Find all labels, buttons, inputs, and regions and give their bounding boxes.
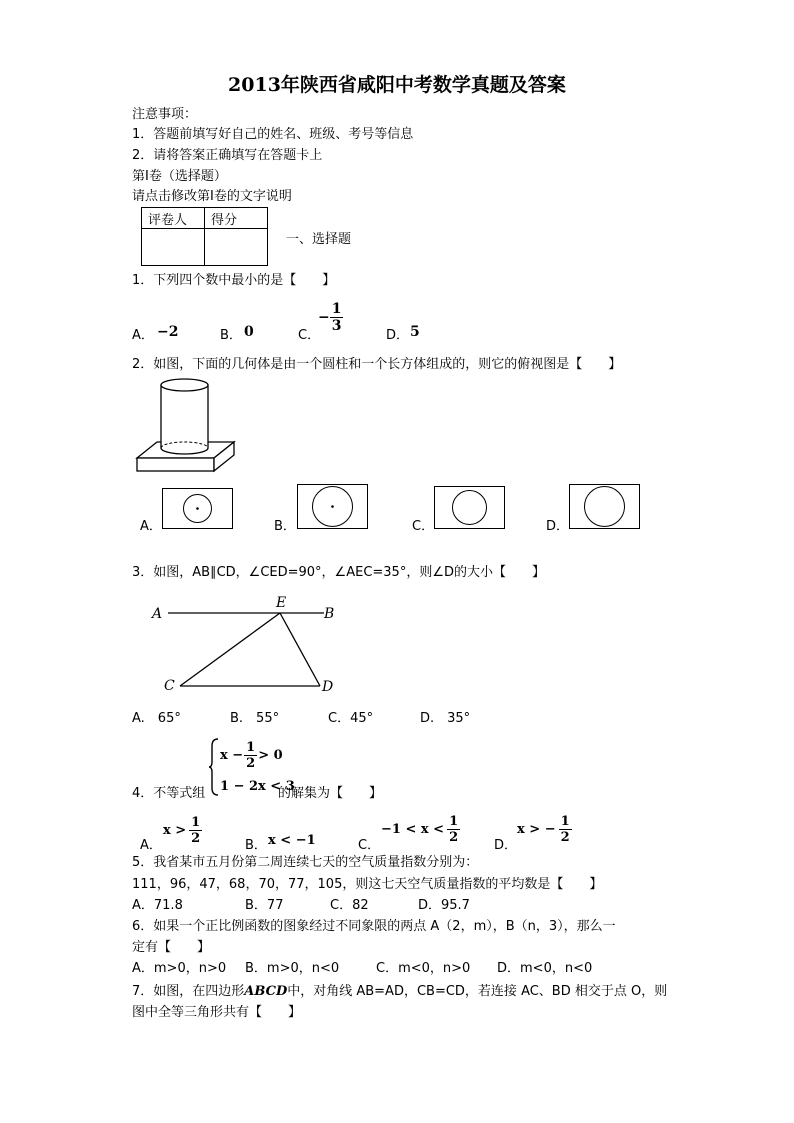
- q7-stem-prefix: 7．如图，在四边形: [132, 984, 245, 999]
- q1-option-c-fraction: [330, 302, 344, 333]
- point-a-label: A: [152, 606, 163, 622]
- q1-option-b-value: 0: [244, 324, 254, 340]
- fraction-numerator: 1: [449, 814, 459, 829]
- q1-option-c-label: C．: [298, 328, 321, 343]
- fraction-numerator: 1: [331, 301, 342, 317]
- q4-option-b-value: x < −1: [268, 833, 316, 848]
- q1-option-c-value: [318, 302, 343, 333]
- point-b-label: B: [324, 606, 335, 622]
- q2-option-d-label: D．: [546, 519, 570, 534]
- q2-stem: 2．如图，下面的几何体是由一个圆柱和一个长方体组成的，则它的俯视图是【 】: [132, 357, 622, 372]
- q4-ineq1-lhs: x −: [220, 748, 244, 763]
- q4-stem-prefix: 4．不等式组: [132, 786, 206, 801]
- q6-option-a: A．m>0，n>0: [132, 961, 227, 976]
- q1-stem: 1．下列四个数中最小的是【 】: [132, 273, 336, 288]
- score-table-cell-grader: [142, 229, 205, 266]
- q3-option-a: A. 65°: [132, 711, 181, 726]
- q6-option-b: B．m>0，n<0: [245, 961, 340, 976]
- q1-option-d-label: D．: [386, 328, 410, 343]
- q1-option-a-label: A．: [132, 328, 154, 343]
- q1-option-b-label: B．: [220, 328, 242, 343]
- q4-option-c-label: C．: [358, 838, 381, 853]
- fraction-denominator: 2: [246, 756, 256, 771]
- notice-line-1: 1．答题前填写好自己的姓名、班级、考号等信息: [132, 127, 414, 142]
- q4-inequality-2: 1 − 2x < 3: [220, 779, 295, 794]
- q2-solid-figure: [134, 376, 240, 474]
- q1-option-c-sign: −: [318, 309, 330, 326]
- q4-stem-suffix: 的解集为【 】: [278, 786, 383, 801]
- q6-option-d: D．m<0，n<0: [497, 961, 593, 976]
- page-title: 2013年陕西省咸阳中考数学真题及答案: [228, 74, 566, 96]
- q2-option-c-figure: [434, 486, 506, 530]
- q5-stem: 5．我省某市五月份第二周连续七天的空气质量指数分别为：: [132, 855, 479, 870]
- notice-heading: 注意事项：: [132, 107, 198, 122]
- box-front-face: [137, 458, 214, 471]
- q5-option-b: B．77: [245, 898, 284, 913]
- q2-option-a-figure: [162, 488, 234, 530]
- q5-option-d: D．95.7: [418, 898, 470, 913]
- q2-option-c-label: C．: [412, 519, 435, 534]
- q4-option-c-value: [381, 815, 460, 844]
- score-table-header-grader: 评卷人: [142, 208, 205, 229]
- point-c-label: C: [164, 678, 175, 694]
- q3-option-c: C．45°: [328, 711, 374, 726]
- q4-option-d-label: D．: [494, 838, 518, 853]
- q4-ineq1-fraction: [244, 741, 257, 770]
- section-title: 一、选择题: [286, 232, 352, 247]
- point-d-label: D: [322, 679, 334, 695]
- q5-option-a: A．71.8: [132, 898, 183, 913]
- q7-shape-name: ABCD: [244, 984, 288, 999]
- fraction-numerator: 1: [246, 740, 256, 755]
- q4-d-fraction: [559, 815, 572, 844]
- volume-note: 请点击修改第Ⅰ卷的文字说明: [132, 189, 292, 204]
- q6-stem: 6．如果一个正比例函数的图象经过不同象限的两点 A（2，m），B（n，3），那么一: [132, 919, 616, 934]
- q6-stem-continued: 定有【 】: [132, 940, 211, 955]
- q4-c-expr: −1 < x <: [381, 822, 445, 837]
- q5-option-c: C．82: [330, 898, 369, 913]
- fraction-denominator: 2: [449, 830, 459, 845]
- q5-data: 111，96，47，68，70，77，105，则这七天空气质量指数的平均数是【 】: [132, 877, 603, 892]
- q2-option-d-figure: [569, 484, 641, 530]
- volume-label: 第Ⅰ卷（选择题）: [132, 169, 227, 184]
- fraction-numerator: 1: [560, 814, 570, 829]
- q4-c-fraction: [447, 815, 460, 844]
- q4-d-expr: x > −: [517, 822, 556, 837]
- q1-option-a-value: −2: [157, 324, 179, 340]
- q7-stem-suffix: 中，对角线 AB=AD，CB=CD，若连接 AC、BD 相交于点 O，则: [287, 984, 668, 999]
- fraction-denominator: 2: [560, 830, 570, 845]
- score-table: [141, 207, 268, 266]
- notice-line-2: 2．请将答案正确填写在答题卡上: [132, 148, 323, 163]
- fraction-denominator: 2: [191, 831, 201, 846]
- q2-option-b-label: B．: [274, 519, 296, 534]
- score-table-header-score: 得分: [205, 208, 268, 229]
- q4-system-brace: [209, 738, 219, 796]
- q3-figure: [148, 592, 348, 700]
- point-e-label: E: [276, 595, 287, 611]
- line-ce: [180, 613, 280, 686]
- line-ed: [280, 613, 320, 686]
- q3-option-d: D. 35°: [420, 711, 471, 726]
- fraction-numerator: 1: [191, 815, 201, 830]
- q7-stem: [132, 984, 667, 1000]
- q4-option-a-value: [163, 816, 202, 845]
- q4-ineq1-rhs: > 0: [258, 748, 283, 763]
- q7-stem-continued: 图中全等三角形共有【 】: [132, 1005, 302, 1020]
- q4-option-b-label: B．: [245, 838, 267, 853]
- cylinder-top-ellipse: [161, 379, 208, 391]
- q4-a-expr: x >: [163, 823, 187, 838]
- q1-option-d-value: 5: [410, 324, 420, 340]
- q2-option-b-figure: [297, 484, 369, 530]
- q3-option-b: B. 55°: [230, 711, 280, 726]
- fraction-denominator: 3: [331, 318, 342, 334]
- q4-option-a-label: A．: [140, 838, 162, 853]
- q2-option-a-label: A．: [140, 519, 162, 534]
- q4-a-fraction: [189, 816, 202, 845]
- q4-inequality-1: [220, 741, 283, 770]
- score-table-cell-score: [205, 229, 268, 266]
- q6-option-c: C．m<0，n>0: [376, 961, 471, 976]
- q3-stem: 3．如图，AB∥CD，∠CED=90°，∠AEC=35°，则∠D的大小【 】: [132, 565, 545, 580]
- q4-option-d-value: [517, 815, 572, 844]
